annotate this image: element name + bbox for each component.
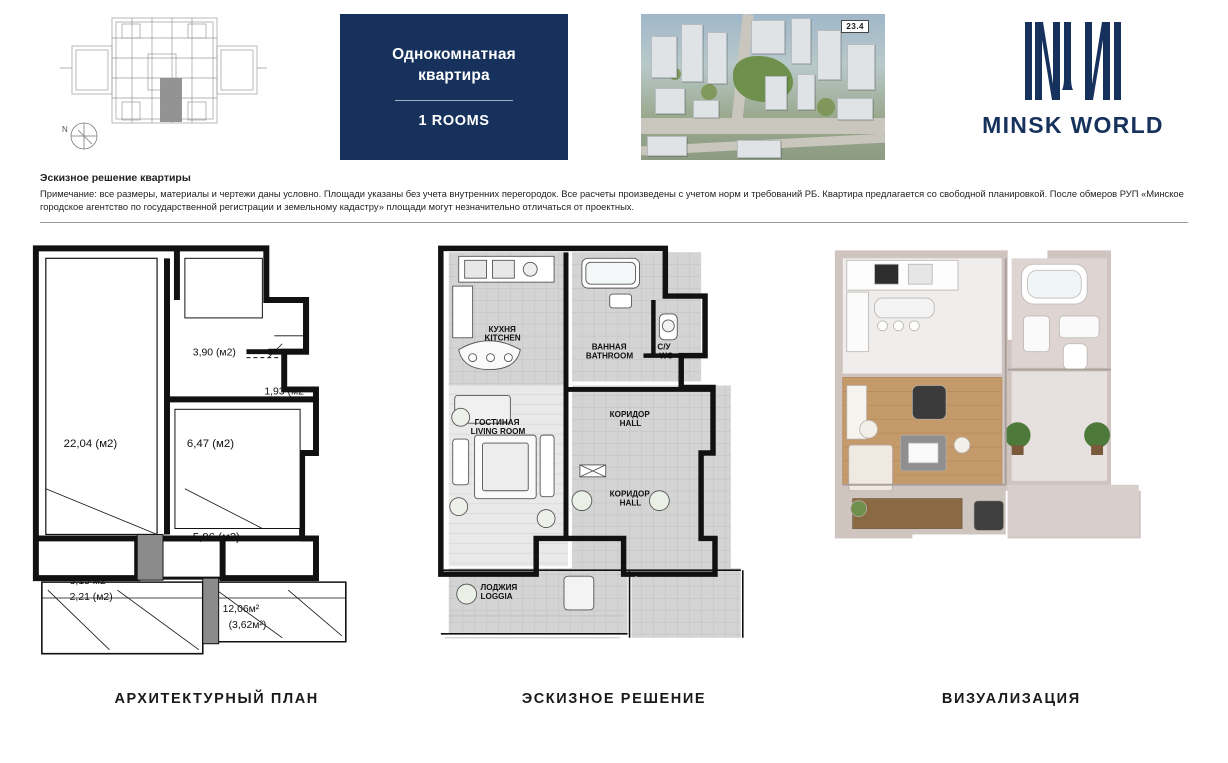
brand-logo <box>958 18 1188 139</box>
label-wc-en: WC <box>659 351 674 361</box>
label-wc-ru: С/У <box>657 342 671 352</box>
brand-name: MINSK WORLD <box>982 112 1164 138</box>
area-loggia-1: 3,15 м2 <box>69 575 106 587</box>
note-title: Эскизное решение квартиры <box>40 172 191 184</box>
area-loggia-1-net: 2,21 (м2) <box>69 591 113 603</box>
label-hall2-ru: КОРИДОР <box>610 489 651 499</box>
watermark: REALT <box>996 531 1176 590</box>
panel-sketch-solution <box>415 239 812 709</box>
mw-monogram-icon <box>1021 18 1125 104</box>
label-bathroom-ru: ВАННАЯ <box>592 342 627 352</box>
label-kitchen-en: KITCHEN <box>484 333 521 343</box>
visualization-render <box>813 239 1210 669</box>
area-bath: 5,96 (м2) <box>192 531 240 544</box>
area-loggia-2-net: (3,62м²) <box>228 619 267 631</box>
sketch-solution-canvas <box>415 239 812 669</box>
panel-architectural-plan <box>18 239 415 709</box>
label-loggia-ru: ЛОДЖИЯ <box>480 582 518 592</box>
architectural-plan-canvas <box>18 239 415 669</box>
plans-row <box>18 239 1210 709</box>
panel-visualization <box>813 239 1210 709</box>
caption-architectural-plan: АРХИТЕКТУРНЫЙ ПЛАН <box>114 690 319 707</box>
visualization-canvas <box>813 239 1210 669</box>
title-divider <box>395 100 513 101</box>
label-hall1-ru: КОРИДОР <box>610 409 651 419</box>
page-header <box>0 0 1228 172</box>
keyplan-thumbnail <box>52 8 267 158</box>
label-loggia-en: LOGGIA <box>480 591 513 601</box>
architectural-plan-drawing <box>18 239 415 669</box>
aerial-badge: 23.4 <box>841 20 869 33</box>
area-niche: 1,93 (м2 <box>264 386 304 398</box>
sketch-solution-drawing <box>415 239 812 669</box>
aerial-render-thumbnail <box>641 14 885 160</box>
label-kitchen-ru: КУХНЯ <box>488 324 517 334</box>
area-living: 22,04 (м2) <box>63 437 118 450</box>
label-hall2-en: HALL <box>619 498 642 508</box>
keyplan-icon <box>52 8 267 158</box>
area-hall: 6,47 (м2) <box>186 437 235 450</box>
label-hall1-en: HALL <box>619 418 642 428</box>
compass-label: N <box>62 125 68 134</box>
note-text: Примечание: все размеры, материалы и чертежи даны условно. Площади указаны без учета внутренних перегородок. Все расчеты произведены с учетом норм и требований РБ. Квартира предлагается со свободной планировкой. После обмеров РУП «Минское городское агентство по государственной регистрации и земельному кадастру» площади могут незначительно отличаться от проектных. <box>40 188 1184 213</box>
rooms-count-label: 1 ROOMS <box>418 112 490 129</box>
area-loggia-2: 12,06м² <box>222 603 260 615</box>
title-line-1: Однокомнатная <box>392 46 516 64</box>
apartment-title-card <box>340 14 568 160</box>
caption-sketch-solution: ЭСКИЗНОЕ РЕШЕНИЕ <box>521 690 707 707</box>
label-bathroom-en: BATHROOM <box>586 351 634 361</box>
label-living-en: LIVING ROOM <box>470 426 526 436</box>
area-room-2: 3,90 (м2) <box>192 347 236 359</box>
title-line-2: квартира <box>418 67 490 84</box>
label-living-ru: ГОСТИНАЯ <box>474 417 520 427</box>
caption-visualization: ВИЗУАЛИЗАЦИЯ <box>941 690 1081 707</box>
disclaimer-note <box>40 172 1188 223</box>
